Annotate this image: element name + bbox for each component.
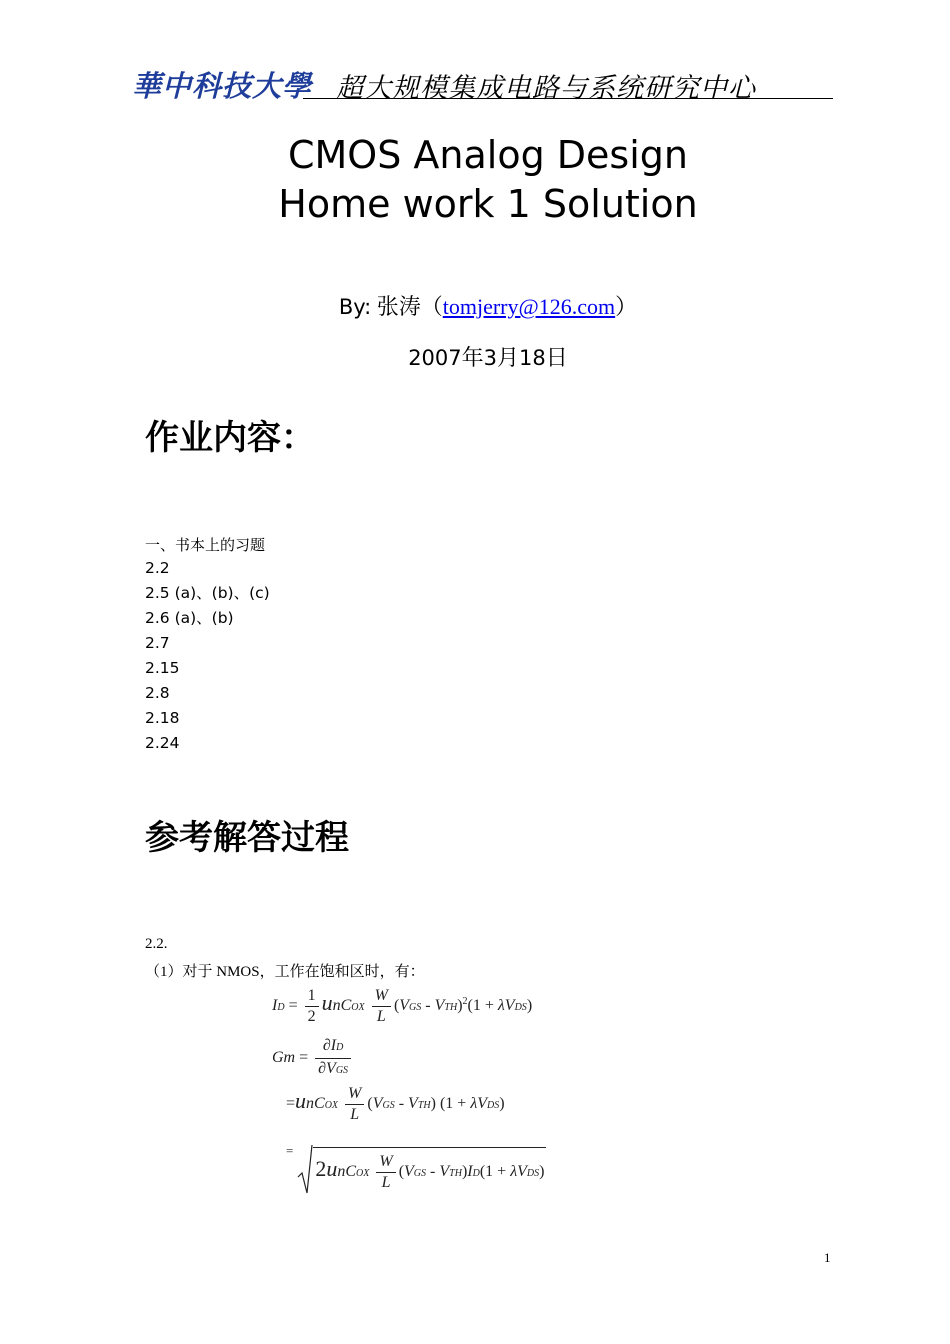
date-day: 18 xyxy=(519,346,546,370)
exercise-list xyxy=(145,557,270,757)
sqrt-icon xyxy=(297,1143,313,1197)
email-link[interactable]: tomjerry@126.com xyxy=(442,294,616,319)
equation-gm-expanded: =unCOX $\frac{W}{L}$ (VGS - VTH) (1 + λVDS) xyxy=(286,1085,505,1123)
exercise-item: 2.7 xyxy=(145,634,170,652)
page-number: 1 xyxy=(824,1250,831,1265)
equation-drain-current: ID = $\frac{1}{2}$ unCOX $\frac{W}{L}$ (VGS - VTH)$^2$(1 + λVDS) xyxy=(272,987,533,1025)
exercise-item: 2.6 (a)、(b) xyxy=(145,609,234,627)
author-line xyxy=(0,290,950,321)
exercise-item: 2.2 xyxy=(145,559,170,577)
exercise-item: 2.15 xyxy=(145,659,180,677)
doc-title-line2: Home work 1 Solution xyxy=(278,182,698,226)
problem-number: 2.2. xyxy=(145,936,168,952)
equation-gm-definition: Gm = $\frac{\partial ID}{\text{∂VGS}}$ xyxy=(272,1036,354,1081)
date-year-unit: 年 xyxy=(461,345,484,370)
header-rule xyxy=(303,98,833,99)
exercise-item: 2.8 xyxy=(145,684,170,702)
paren-open: （ xyxy=(420,294,443,319)
exercise-item: 2.24 xyxy=(145,734,180,752)
solution-intro: （1）对于 NMOS，工作在饱和区时，有： xyxy=(145,964,425,980)
assignment-intro: 一、书本上的习题 xyxy=(145,538,266,554)
date-month-unit: 月 xyxy=(497,345,520,370)
date-year: 2007 xyxy=(408,346,462,370)
date-day-unit: 日 xyxy=(545,345,568,370)
exercise-item: 2.5 (a)、(b)、(c) xyxy=(145,584,270,602)
header-title: 超大规模集成电路与系统研究中心 xyxy=(336,73,756,104)
solution-heading: 参考解答过程 xyxy=(145,818,349,858)
by-label: By: xyxy=(338,295,372,319)
date-month: 3 xyxy=(483,346,498,370)
date-line xyxy=(0,341,950,372)
equation-gm-sqrt: = 2unCOX $\frac{W}{L}$ (VGS - VTH)ID(1 + λVDS) xyxy=(286,1143,546,1197)
assignment-heading: 作业内容： xyxy=(145,418,315,458)
doc-title-line1: CMOS Analog Design xyxy=(287,133,688,177)
author-name: 张涛 xyxy=(376,294,421,319)
exercise-item: 2.18 xyxy=(145,709,180,727)
paren-close: ） xyxy=(615,294,638,319)
university-logo: 華中科技大學 xyxy=(132,69,313,103)
